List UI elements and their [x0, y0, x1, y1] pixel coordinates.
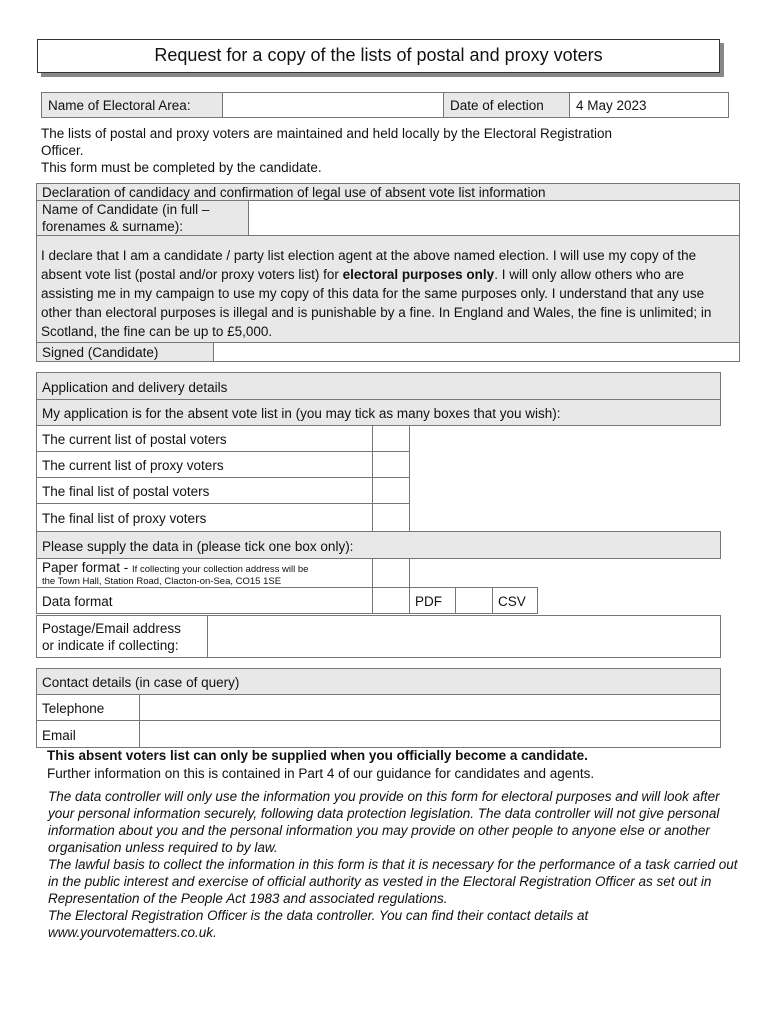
postage-label-cell: [36, 615, 208, 658]
email-label: Email: [42, 728, 76, 743]
candidate-name-field[interactable]: [248, 200, 740, 236]
candidate-label-line-2: forenames & surname):: [42, 219, 184, 234]
option-label: The current list of postal voters: [42, 432, 227, 447]
supply-heading-cell: [36, 531, 721, 559]
declaration-text-before: I declare that I am a candidate / party list election agent at the above named election. I will use my copy of the absent vote list (postal and/or proxy voters list) for: [41, 248, 697, 282]
option-checkbox-current-postal[interactable]: [372, 425, 410, 452]
application-heading-cell: [36, 372, 721, 400]
privacy-para-1: The data controller will only use the information you provide on this form for electoral purposes and will look after your personal information securely, following data protection legislation. The data controller will not give personal information about you and the personal information you may provide on other people to anyone else or another organisation unless required to by law.: [48, 789, 720, 855]
declaration-heading: Declaration of candidacy and confirmation of legal use of absent vote list information: [42, 185, 546, 200]
pdf-label-cell: [409, 587, 456, 614]
option-checkbox-final-postal[interactable]: [372, 477, 410, 504]
application-heading: Application and delivery details: [42, 380, 228, 395]
privacy-para-2: The lawful basis to collect the information in this form is that it is necessary for the performance of a task carried out in the public interest and exercise of official authority as vested in the Electoral Registration Officer as set out in Representation of the People Act 1983 and associated regulations.: [48, 857, 738, 906]
telephone-field[interactable]: [139, 694, 721, 721]
paper-format-title: Paper format -: [42, 560, 133, 575]
application-subheading-cell: [36, 399, 721, 426]
signature-field[interactable]: [213, 342, 740, 362]
data-format-blank: [372, 587, 410, 614]
contact-heading-cell: [36, 668, 721, 695]
data-format-row: [36, 587, 373, 614]
signed-label: Signed (Candidate): [42, 345, 159, 360]
intro-line-2: Officer.: [41, 143, 84, 158]
date-label: Date of election: [450, 98, 544, 113]
postage-label-line-2: or indicate if collecting:: [42, 638, 179, 653]
date-field[interactable]: [569, 92, 729, 118]
declaration-text-after: . I will only allow others who are assisting me in my campaign to use my copy of this data for the same purposes only. I understand that any use other than electoral purposes is illegal and is punishable by a fine. In England and Wales, the fine is unlimited; in Scotland, the fine can be up to £5,000.: [41, 267, 712, 339]
paper-format-note: If collecting your collection address will be: [132, 564, 309, 575]
pdf-checkbox[interactable]: [455, 587, 493, 614]
paper-format-checkbox[interactable]: [372, 558, 410, 588]
email-label-cell: [36, 720, 140, 748]
date-value: 4 May 2023: [576, 98, 647, 113]
electoral-area-label: Name of Electoral Area:: [48, 98, 191, 113]
declaration-text-bold: electoral purposes only: [342, 267, 495, 282]
privacy-para-3: The Electoral Registration Officer is the data controller. You can find their contact details at www.yourvotematters.co.uk.: [48, 908, 589, 940]
contact-heading: Contact details (in case of query): [42, 675, 240, 690]
notice-text: Further information on this is contained in Part 4 of our guidance for candidates and agents.: [47, 766, 595, 781]
electoral-area-label-cell: [41, 92, 223, 118]
option-row: [36, 503, 373, 532]
paper-format-address: the Town Hall, Station Road, Clacton-on-Sea, CO15 1SE: [42, 576, 282, 587]
electoral-area-field[interactable]: [222, 92, 444, 118]
email-field[interactable]: [139, 720, 721, 748]
divider: [36, 235, 740, 236]
option-row: [36, 425, 373, 452]
option-checkbox-current-proxy[interactable]: [372, 451, 410, 478]
telephone-label: Telephone: [42, 701, 105, 716]
form-title: Request for a copy of the lists of postal and proxy voters: [37, 39, 720, 73]
option-checkbox-final-proxy[interactable]: [372, 503, 410, 532]
supply-heading: Please supply the data in (please tick one box only):: [42, 539, 354, 554]
option-label: The final list of postal voters: [42, 484, 210, 499]
option-label: The current list of proxy voters: [42, 458, 224, 473]
option-row: [36, 451, 373, 478]
csv-label: CSV: [498, 594, 526, 609]
data-format-label: Data format: [42, 594, 113, 609]
csv-label-cell: [492, 587, 538, 614]
option-row: [36, 477, 373, 504]
date-label-cell: [443, 92, 570, 118]
pdf-label: PDF: [415, 594, 442, 609]
postage-label-line-1: Postage/Email address: [42, 621, 181, 636]
postage-email-field[interactable]: [207, 615, 721, 658]
paper-format-label: [42, 560, 308, 576]
declaration-text: [41, 246, 731, 341]
application-subheading: My application is for the absent vote list in (you may tick as many boxes that you wish):: [42, 406, 561, 421]
notice-bold: This absent voters list can only be supplied when you officially become a candidate.: [47, 748, 588, 763]
intro-line-1: The lists of postal and proxy voters are maintained and held locally by the Electoral Registration: [41, 126, 613, 141]
candidate-label-line-1: Name of Candidate (in full –: [42, 202, 210, 217]
paper-format-row: [36, 558, 373, 588]
telephone-label-cell: [36, 694, 140, 721]
option-label: The final list of proxy voters: [42, 511, 207, 526]
intro-line-3: This form must be completed by the candidate.: [41, 160, 322, 175]
privacy-notice: [48, 788, 738, 941]
